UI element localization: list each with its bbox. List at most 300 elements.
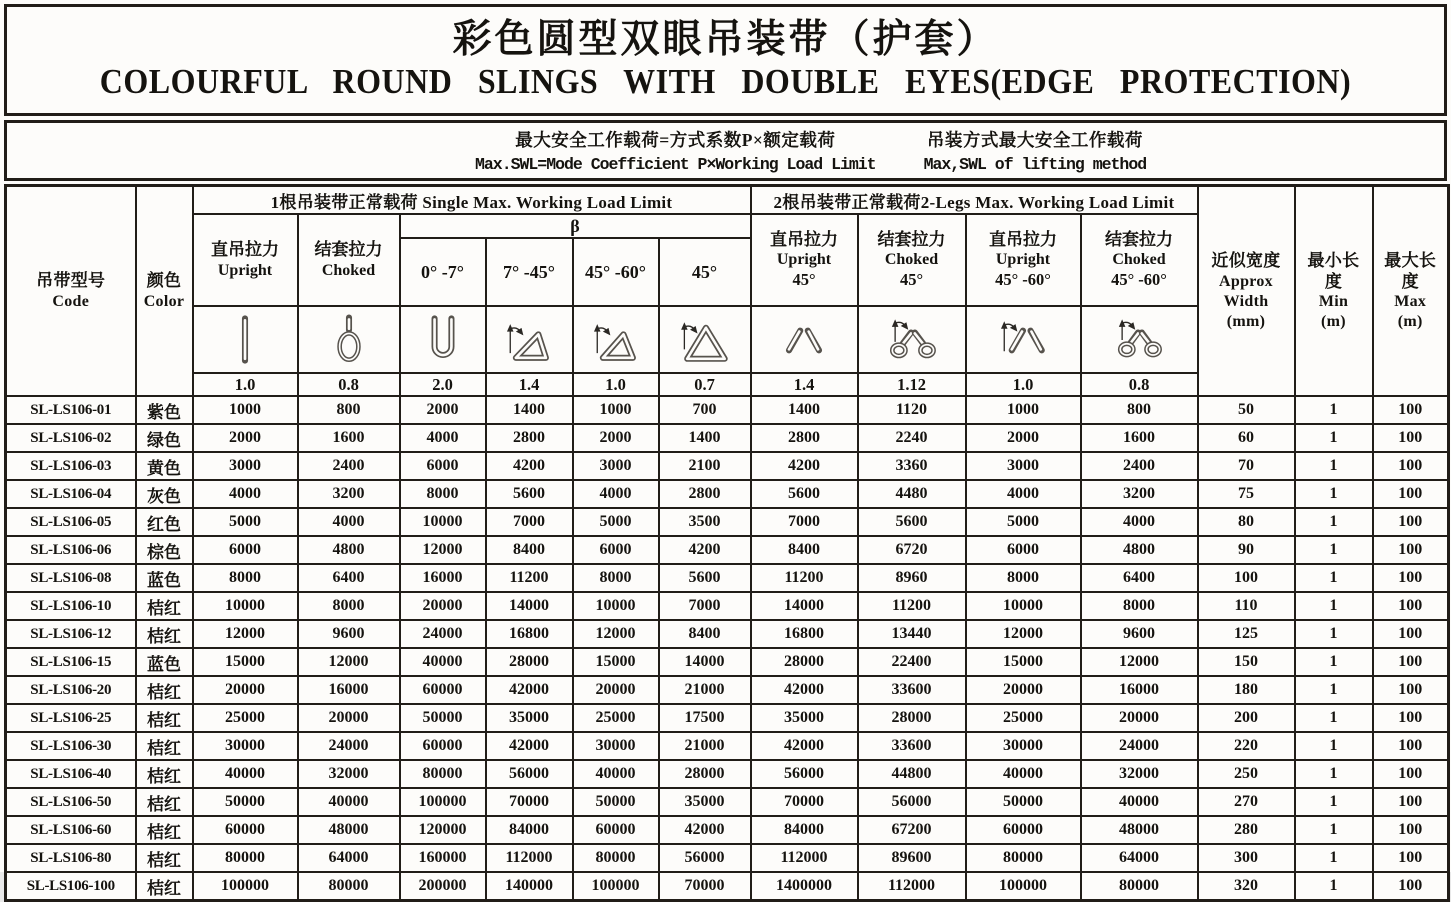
value-cell: 21000: [659, 676, 751, 704]
value-cell: 100000: [966, 872, 1081, 901]
table-row: [6, 816, 1449, 844]
value-cell: 100: [1373, 788, 1449, 816]
max-length-header-unit: (m): [1397, 313, 1423, 331]
value-cell: 200000: [400, 872, 486, 901]
value-cell: 90: [1198, 536, 1295, 564]
value-cell: 280: [1198, 816, 1295, 844]
value-cell: 10000: [966, 592, 1081, 620]
value-cell: 1: [1295, 396, 1373, 424]
value-cell: 42000: [751, 732, 858, 760]
value-cell: 75: [1198, 480, 1295, 508]
table-row: [6, 620, 1449, 648]
mode-icon-cell: [573, 306, 659, 373]
value-cell: 2800: [751, 424, 858, 452]
value-cell: 100: [1373, 592, 1449, 620]
value-cell: 60000: [573, 816, 659, 844]
value-cell: 8400: [751, 536, 858, 564]
value-cell: 70: [1198, 452, 1295, 480]
value-cell: 4000: [298, 508, 400, 536]
color-cell: 桔红: [136, 620, 193, 648]
value-cell: 12000: [400, 536, 486, 564]
value-cell: 28000: [486, 648, 573, 676]
two-leg-choked-45-60-icon: [1109, 311, 1169, 369]
value-cell: 3000: [193, 452, 298, 480]
value-cell: 32000: [298, 760, 400, 788]
code-cell: SL-LS106-50: [6, 788, 136, 816]
value-cell: 8000: [400, 480, 486, 508]
value-cell: 4800: [1081, 536, 1198, 564]
value-cell: 100: [1373, 844, 1449, 872]
value-cell: 56000: [858, 788, 966, 816]
value-cell: 100: [1373, 872, 1449, 901]
mode-icon-cell: [751, 306, 858, 373]
color-cell: 桔红: [136, 704, 193, 732]
two-leg-group-header: 2根吊装带正常载荷2-Legs Max. Working Load Limit: [751, 186, 1198, 215]
value-cell: 42000: [751, 676, 858, 704]
value-cell: 15000: [966, 648, 1081, 676]
table-row: [6, 872, 1449, 901]
basket-45-60-icon: [586, 311, 646, 369]
value-cell: 6400: [298, 564, 400, 592]
value-cell: 80: [1198, 508, 1295, 536]
mode-icon-cell: [858, 306, 966, 373]
two-leg-col3-zh: 结套拉力: [1105, 230, 1173, 250]
value-cell: 5000: [193, 508, 298, 536]
value-cell: 10000: [193, 592, 298, 620]
value-cell: 64000: [298, 844, 400, 872]
value-cell: 1: [1295, 620, 1373, 648]
value-cell: 100: [1373, 480, 1449, 508]
value-cell: 4000: [1081, 508, 1198, 536]
value-cell: 1: [1295, 452, 1373, 480]
approx-width-header: [1198, 186, 1295, 397]
value-cell: 80000: [1081, 872, 1198, 901]
table-row: [6, 732, 1449, 760]
mode-coefficient: 0.8: [298, 373, 400, 396]
value-cell: 21000: [659, 732, 751, 760]
color-cell: 桔红: [136, 732, 193, 760]
value-cell: 112000: [858, 872, 966, 901]
color-header-en: Color: [143, 292, 185, 310]
value-cell: 12000: [573, 620, 659, 648]
color-cell: 桔红: [136, 676, 193, 704]
value-cell: 4480: [858, 480, 966, 508]
value-cell: 1: [1295, 592, 1373, 620]
value-cell: 16000: [298, 676, 400, 704]
value-cell: 11200: [751, 564, 858, 592]
value-cell: 3000: [966, 452, 1081, 480]
value-cell: 12000: [298, 648, 400, 676]
swl-formula-english: Max.SWL=Mode Coefficient P×Working Load Limit: [475, 155, 876, 174]
value-cell: 42000: [486, 676, 573, 704]
value-cell: 60000: [193, 816, 298, 844]
value-cell: 15000: [193, 648, 298, 676]
color-cell: 红色: [136, 508, 193, 536]
value-cell: 5600: [751, 480, 858, 508]
code-cell: SL-LS106-04: [6, 480, 136, 508]
value-cell: 1: [1295, 872, 1373, 901]
value-cell: 56000: [486, 760, 573, 788]
value-cell: 9600: [298, 620, 400, 648]
value-cell: 70000: [751, 788, 858, 816]
value-cell: 300: [1198, 844, 1295, 872]
value-cell: 5600: [486, 480, 573, 508]
value-cell: 20000: [1081, 704, 1198, 732]
mode-icon-cell: [298, 306, 400, 373]
value-cell: 25000: [193, 704, 298, 732]
value-cell: 100: [1373, 732, 1449, 760]
value-cell: 14000: [486, 592, 573, 620]
value-cell: 40000: [400, 648, 486, 676]
value-cell: 6720: [858, 536, 966, 564]
color-cell: 蓝色: [136, 648, 193, 676]
value-cell: 80000: [400, 760, 486, 788]
value-cell: 250: [1198, 760, 1295, 788]
value-cell: 4000: [966, 480, 1081, 508]
value-cell: 50000: [573, 788, 659, 816]
width-header-zh: 近似宽度: [1211, 251, 1281, 271]
color-cell: 紫色: [136, 396, 193, 424]
value-cell: 20000: [966, 676, 1081, 704]
code-cell: SL-LS106-60: [6, 816, 136, 844]
two-leg-upright-45-icon: [774, 311, 834, 369]
value-cell: 7000: [659, 592, 751, 620]
value-cell: 270: [1198, 788, 1295, 816]
mode-coefficient: 0.7: [659, 373, 751, 396]
table-row: [6, 536, 1449, 564]
value-cell: 2000: [966, 424, 1081, 452]
two-leg-choked-45-icon: [882, 311, 942, 369]
two-leg-col2-zh: 直吊拉力: [989, 230, 1057, 250]
value-cell: 8000: [193, 564, 298, 592]
value-cell: 33600: [858, 676, 966, 704]
value-cell: 12000: [966, 620, 1081, 648]
value-cell: 1600: [298, 424, 400, 452]
angle-7-45-header: 7° -45°: [486, 238, 573, 306]
value-cell: 11200: [858, 592, 966, 620]
value-cell: 220: [1198, 732, 1295, 760]
value-cell: 3360: [858, 452, 966, 480]
value-cell: 2400: [1081, 452, 1198, 480]
code-column-header: [6, 186, 136, 397]
value-cell: 30000: [573, 732, 659, 760]
value-cell: 100: [1373, 536, 1449, 564]
min-length-header: [1295, 186, 1373, 397]
max-length-header: [1373, 186, 1449, 397]
value-cell: 100: [1373, 704, 1449, 732]
title-block: [4, 4, 1447, 116]
code-cell: SL-LS106-80: [6, 844, 136, 872]
value-cell: 9600: [1081, 620, 1198, 648]
value-cell: 40000: [573, 760, 659, 788]
value-cell: 100: [1373, 648, 1449, 676]
value-cell: 8400: [659, 620, 751, 648]
value-cell: 48000: [298, 816, 400, 844]
code-header-zh: 吊带型号: [36, 271, 106, 291]
value-cell: 64000: [1081, 844, 1198, 872]
value-cell: 14000: [751, 592, 858, 620]
lifting-method-note-chinese: 吊装方式最大安全工作载荷: [926, 130, 1143, 150]
table-row: [6, 760, 1449, 788]
vertical-sling-icon: [215, 311, 275, 369]
table-row: [6, 508, 1449, 536]
min-length-header-unit: (m): [1321, 313, 1346, 331]
color-cell: 桔红: [136, 592, 193, 620]
value-cell: 8400: [486, 536, 573, 564]
single-leg-group-header: 1根吊装带正常载荷 Single Max. Working Load Limit: [193, 186, 751, 215]
value-cell: 8000: [1081, 592, 1198, 620]
color-cell: 灰色: [136, 480, 193, 508]
value-cell: 2240: [858, 424, 966, 452]
value-cell: 700: [659, 396, 751, 424]
value-cell: 140000: [486, 872, 573, 901]
code-cell: SL-LS106-03: [6, 452, 136, 480]
value-cell: 24000: [298, 732, 400, 760]
value-cell: 100: [1373, 760, 1449, 788]
value-cell: 100: [1373, 816, 1449, 844]
upright-single-en: Upright: [217, 261, 273, 279]
value-cell: 70000: [659, 872, 751, 901]
sling-spec-table: [4, 184, 1450, 902]
mode-coefficient: 1.4: [486, 373, 573, 396]
value-cell: 30000: [966, 732, 1081, 760]
value-cell: 100: [1373, 676, 1449, 704]
value-cell: 2800: [486, 424, 573, 452]
value-cell: 1600: [1081, 424, 1198, 452]
color-cell: 桔红: [136, 760, 193, 788]
value-cell: 100000: [193, 872, 298, 901]
swl-formula: [475, 127, 876, 174]
two-leg-upright-45-60-icon: [993, 311, 1053, 369]
table-row: [6, 788, 1449, 816]
value-cell: 50000: [193, 788, 298, 816]
table-row: [6, 704, 1449, 732]
value-cell: 100: [1373, 424, 1449, 452]
value-cell: 100: [1373, 452, 1449, 480]
value-cell: 2400: [298, 452, 400, 480]
max-length-header-zh: 最大长度: [1384, 250, 1437, 291]
value-cell: 20000: [298, 704, 400, 732]
value-cell: 125: [1198, 620, 1295, 648]
beta-angle-header: β: [400, 214, 751, 238]
value-cell: 8000: [966, 564, 1081, 592]
value-cell: 100000: [573, 872, 659, 901]
value-cell: 20000: [193, 676, 298, 704]
value-cell: 10000: [573, 592, 659, 620]
lifting-method-note: [924, 127, 1147, 174]
value-cell: 1: [1295, 788, 1373, 816]
value-cell: 20000: [573, 676, 659, 704]
value-cell: 16000: [1081, 676, 1198, 704]
value-cell: 100: [1373, 396, 1449, 424]
value-cell: 20000: [400, 592, 486, 620]
value-cell: 1: [1295, 760, 1373, 788]
value-cell: 28000: [751, 648, 858, 676]
value-cell: 8960: [858, 564, 966, 592]
value-cell: 160000: [400, 844, 486, 872]
value-cell: 110: [1198, 592, 1295, 620]
table-row: [6, 676, 1449, 704]
two-leg-col0-zh: 直吊拉力: [770, 230, 838, 250]
value-cell: 28000: [659, 760, 751, 788]
table-row: [6, 564, 1449, 592]
value-cell: 25000: [966, 704, 1081, 732]
value-cell: 7000: [486, 508, 573, 536]
page-title-english: COLOURFUL ROUND SLINGS WITH DOUBLE EYES(EDGE PROTECTION): [99, 61, 1352, 101]
value-cell: 8000: [298, 592, 400, 620]
value-cell: 40000: [966, 760, 1081, 788]
mode-coefficient: 1.0: [966, 373, 1081, 396]
value-cell: 35000: [659, 788, 751, 816]
value-cell: 100: [1373, 620, 1449, 648]
value-cell: 1: [1295, 508, 1373, 536]
value-cell: 1400000: [751, 872, 858, 901]
value-cell: 22400: [858, 648, 966, 676]
table-row: [6, 844, 1449, 872]
value-cell: 5000: [966, 508, 1081, 536]
value-cell: 2100: [659, 452, 751, 480]
value-cell: 1: [1295, 648, 1373, 676]
mode-icon-cell: [400, 306, 486, 373]
code-cell: SL-LS106-01: [6, 396, 136, 424]
value-cell: 28000: [858, 704, 966, 732]
min-length-header-zh: 最小长度: [1307, 250, 1360, 291]
value-cell: 5600: [858, 508, 966, 536]
basket-7-45-icon: [499, 311, 559, 369]
value-cell: 1: [1295, 536, 1373, 564]
value-cell: 50000: [400, 704, 486, 732]
choked-single-header: [298, 214, 400, 306]
color-cell: 桔红: [136, 872, 193, 901]
lifting-method-note-english: Max,SWL of lifting method: [923, 155, 1147, 174]
value-cell: 42000: [659, 816, 751, 844]
mode-coefficient: 1.4: [751, 373, 858, 396]
value-cell: 1400: [659, 424, 751, 452]
value-cell: 13440: [858, 620, 966, 648]
value-cell: 4800: [298, 536, 400, 564]
value-cell: 4200: [659, 536, 751, 564]
value-cell: 1400: [751, 396, 858, 424]
mode-icon-cell: [659, 306, 751, 373]
two-leg-col2-en: Upright: [995, 251, 1051, 269]
code-cell: SL-LS106-08: [6, 564, 136, 592]
value-cell: 100: [1198, 564, 1295, 592]
table-row: [6, 592, 1449, 620]
value-cell: 1120: [858, 396, 966, 424]
value-cell: 60000: [966, 816, 1081, 844]
color-cell: 棕色: [136, 536, 193, 564]
value-cell: 1000: [966, 396, 1081, 424]
color-column-header: [136, 186, 193, 397]
angle-0-7-header: 0° -7°: [400, 238, 486, 306]
value-cell: 200: [1198, 704, 1295, 732]
value-cell: 80000: [193, 844, 298, 872]
value-cell: 14000: [659, 648, 751, 676]
color-header-zh: 颜色: [146, 271, 182, 291]
mode-icon-cell: [486, 306, 573, 373]
color-cell: 桔红: [136, 816, 193, 844]
code-cell: SL-LS106-06: [6, 536, 136, 564]
value-cell: 80000: [573, 844, 659, 872]
value-cell: 4200: [751, 452, 858, 480]
color-cell: 绿色: [136, 424, 193, 452]
value-cell: 8000: [573, 564, 659, 592]
value-cell: 5000: [573, 508, 659, 536]
angle-45-60-header: 45° -60°: [573, 238, 659, 306]
two-leg-col1-angle: 45°: [899, 270, 924, 290]
code-cell: SL-LS106-02: [6, 424, 136, 452]
value-cell: 80000: [966, 844, 1081, 872]
value-cell: 16800: [486, 620, 573, 648]
value-cell: 180: [1198, 676, 1295, 704]
two-leg-col3-en: Choked: [1112, 251, 1166, 269]
swl-formula-chinese: 最大安全工作载荷=方式系数P×额定载荷: [515, 130, 836, 150]
color-cell: 桔红: [136, 788, 193, 816]
value-cell: 5600: [659, 564, 751, 592]
value-cell: 80000: [298, 872, 400, 901]
two-leg-choked-45-header: [858, 214, 966, 306]
mode-coefficient: 1.0: [573, 373, 659, 396]
value-cell: 44800: [858, 760, 966, 788]
value-cell: 25000: [573, 704, 659, 732]
width-header-en1: Approx: [1219, 272, 1273, 290]
two-leg-upright-45-60-header: [966, 214, 1081, 306]
choked-single-en: Choked: [321, 261, 376, 279]
min-length-header-en: Min: [1318, 293, 1349, 311]
value-cell: 1400: [486, 396, 573, 424]
value-cell: 100: [1373, 508, 1449, 536]
two-leg-col2-angle: 45° -60°: [995, 270, 1051, 290]
value-cell: 150: [1198, 648, 1295, 676]
value-cell: 4000: [573, 480, 659, 508]
value-cell: 800: [1081, 396, 1198, 424]
value-cell: 1: [1295, 704, 1373, 732]
mode-coefficient: 2.0: [400, 373, 486, 396]
two-leg-col1-zh: 结套拉力: [877, 230, 946, 250]
value-cell: 16000: [400, 564, 486, 592]
value-cell: 6000: [966, 536, 1081, 564]
value-cell: 48000: [1081, 816, 1198, 844]
code-cell: SL-LS106-05: [6, 508, 136, 536]
value-cell: 320: [1198, 872, 1295, 901]
code-cell: SL-LS106-10: [6, 592, 136, 620]
value-cell: 7000: [751, 508, 858, 536]
value-cell: 3000: [573, 452, 659, 480]
code-cell: SL-LS106-30: [6, 732, 136, 760]
color-cell: 蓝色: [136, 564, 193, 592]
code-cell: SL-LS106-100: [6, 872, 136, 901]
code-cell: SL-LS106-20: [6, 676, 136, 704]
value-cell: 40000: [193, 760, 298, 788]
code-cell: SL-LS106-40: [6, 760, 136, 788]
mode-icon-cell: [1081, 306, 1198, 373]
value-cell: 4200: [486, 452, 573, 480]
value-cell: 2000: [193, 424, 298, 452]
value-cell: 1: [1295, 844, 1373, 872]
value-cell: 30000: [193, 732, 298, 760]
value-cell: 32000: [1081, 760, 1198, 788]
value-cell: 56000: [659, 844, 751, 872]
table-row: [6, 424, 1449, 452]
value-cell: 50000: [966, 788, 1081, 816]
value-cell: 1000: [573, 396, 659, 424]
value-cell: 89600: [858, 844, 966, 872]
value-cell: 17500: [659, 704, 751, 732]
value-cell: 4000: [400, 424, 486, 452]
value-cell: 33600: [858, 732, 966, 760]
value-cell: 12000: [1081, 648, 1198, 676]
value-cell: 3500: [659, 508, 751, 536]
